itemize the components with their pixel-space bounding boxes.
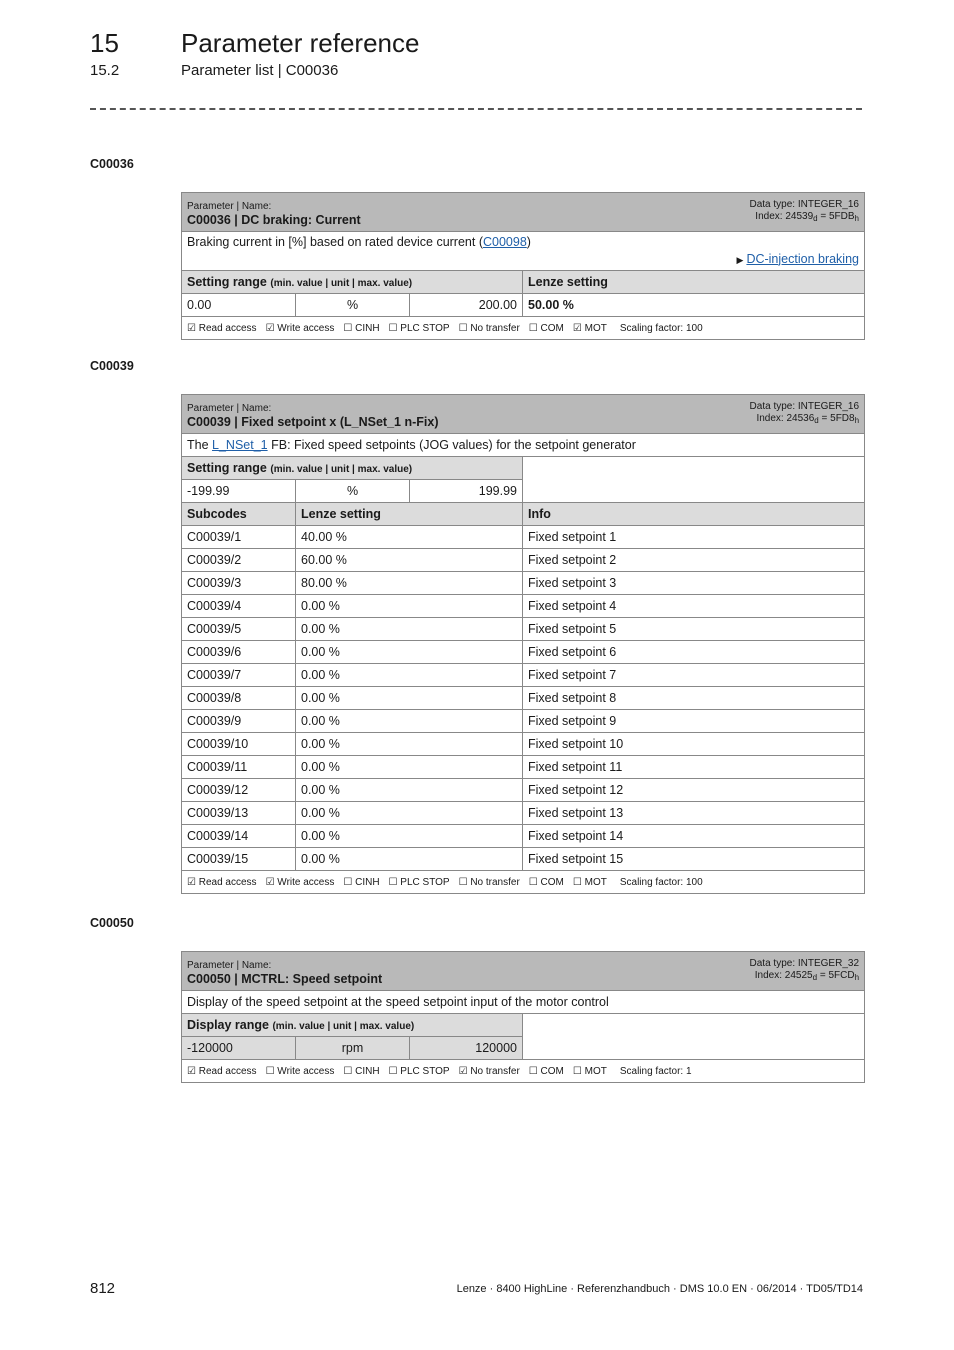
parameter-label: Parameter | Name: xyxy=(187,402,272,414)
c00098-link[interactable]: C00098 xyxy=(482,234,527,249)
lenze-setting-cell: 60.00 % xyxy=(296,549,523,572)
subcode-cell: C00039/5 xyxy=(182,618,296,641)
access-flags: ☑ Read access ☑ Write access ☐ CINH ☐ PLC STOP ☐ No transfer ☐ COM ☑ MOT Scaling factor: 100 xyxy=(182,317,865,340)
lenze-setting-cell: 0.00 % xyxy=(296,595,523,618)
table-row xyxy=(182,549,865,572)
subcode-rows xyxy=(182,526,865,871)
info-cell: Fixed setpoint 14 xyxy=(523,825,865,848)
scaling-factor: Scaling factor: 100 xyxy=(619,876,703,888)
lenze-setting-cell: 0.00 % xyxy=(296,848,523,871)
range-max: 199.99 xyxy=(410,480,523,503)
lenze-setting-value: 50.00 % xyxy=(523,294,865,317)
info-cell: Fixed setpoint 3 xyxy=(523,572,865,595)
parameter-heading: C00039 xyxy=(90,359,134,373)
header-divider xyxy=(90,108,862,110)
parameter-index: Index: $24539_d = 5FDB_h$ xyxy=(755,210,859,223)
range-header: Setting range (min. value | unit | max. value) xyxy=(182,271,523,294)
range-empty-cell xyxy=(523,457,865,503)
parameter-description: The L_NSet_1 FB: Fixed speed setpoints (JOG values) for the setpoint generator xyxy=(182,434,865,457)
access-flags: ☑ Read access ☐ Write access ☐ CINH ☐ PLC STOP ☑ No transfer ☐ COM ☐ MOT Scaling factor: 1 xyxy=(182,1060,865,1083)
subcode-cell: C00039/8 xyxy=(182,687,296,710)
parameter-name: C00050 | MCTRL: Speed setpoint xyxy=(187,971,383,986)
parameter-index: Index: $24525_d = 5FCD_h$ xyxy=(754,969,860,982)
range-max: 120000 xyxy=(410,1037,523,1060)
lenze-setting-cell: 40.00 % xyxy=(296,526,523,549)
parameter-table-c00050 xyxy=(181,951,865,1083)
info-cell: Fixed setpoint 8 xyxy=(523,687,865,710)
subcode-cell: C00039/11 xyxy=(182,756,296,779)
lenze-setting-cell: 0.00 % xyxy=(296,687,523,710)
parameter-label: Parameter | Name: xyxy=(187,959,272,971)
lenze-setting-cell: 0.00 % xyxy=(296,825,523,848)
parameter-description: Display of the speed setpoint at the speed setpoint input of the motor control xyxy=(182,991,865,1014)
range-min: 0.00 xyxy=(182,294,296,317)
parameter-label: Parameter | Name: xyxy=(187,200,272,212)
section-title: Parameter list | C00036 xyxy=(181,62,339,79)
range-header: Setting range (min. value | unit | max. value) xyxy=(182,457,523,480)
lenze-setting-cell: 80.00 % xyxy=(296,572,523,595)
table-row xyxy=(182,710,865,733)
subcode-cell: C00039/4 xyxy=(182,595,296,618)
data-type: Data type: INTEGER_32 xyxy=(749,957,860,969)
triangle-right-icon: ▶ xyxy=(736,254,744,265)
table-row xyxy=(182,618,865,641)
parameter-index: Index: $24536_d = 5FD8_h$ xyxy=(756,412,860,425)
subcode-cell: C00039/3 xyxy=(182,572,296,595)
scaling-factor: Scaling factor: 100 xyxy=(619,322,703,334)
info-cell: Fixed setpoint 7 xyxy=(523,664,865,687)
chapter-title: Parameter reference xyxy=(181,28,420,58)
subcode-cell: C00039/15 xyxy=(182,848,296,871)
l-nset-1-link[interactable]: L_NSet_1 xyxy=(212,438,268,452)
parameter-header xyxy=(182,952,865,991)
subcode-cell: C00039/2 xyxy=(182,549,296,572)
table-row xyxy=(182,825,865,848)
info-cell: Fixed setpoint 6 xyxy=(523,641,865,664)
range-unit: % xyxy=(296,480,410,503)
table-row xyxy=(182,733,865,756)
lenze-setting-cell: 0.00 % xyxy=(296,802,523,825)
info-cell: Fixed setpoint 1 xyxy=(523,526,865,549)
lenze-setting-cell: 0.00 % xyxy=(296,710,523,733)
chapter-number: 15 xyxy=(90,28,119,58)
info-cell: Fixed setpoint 13 xyxy=(523,802,865,825)
subcode-cell: C00039/13 xyxy=(182,802,296,825)
range-min: -120000 xyxy=(182,1037,296,1060)
table-row xyxy=(182,756,865,779)
data-type: Data type: INTEGER_16 xyxy=(749,400,860,412)
subcode-cell: C00039/10 xyxy=(182,733,296,756)
table-row xyxy=(182,641,865,664)
range-header: Display range (min. value | unit | max. value) xyxy=(182,1014,523,1037)
parameter-header xyxy=(182,193,865,232)
range-max: 200.00 xyxy=(410,294,523,317)
parameter-table-c00039 xyxy=(181,394,865,894)
scaling-factor: Scaling factor: 1 xyxy=(619,1065,692,1077)
lenze-setting-header: Lenze setting xyxy=(523,271,865,294)
subcode-cell: C00039/1 xyxy=(182,526,296,549)
info-cell: Fixed setpoint 4 xyxy=(523,595,865,618)
info-header: Info xyxy=(523,503,865,526)
subcode-cell: C00039/6 xyxy=(182,641,296,664)
range-empty-cell xyxy=(523,1014,865,1060)
subcode-cell: C00039/9 xyxy=(182,710,296,733)
subcode-cell: C00039/12 xyxy=(182,779,296,802)
subcodes-header: Subcodes xyxy=(182,503,296,526)
parameter-table-c00036 xyxy=(181,192,865,340)
lenze-setting-cell: 0.00 % xyxy=(296,641,523,664)
table-row xyxy=(182,779,865,802)
subcode-cell: C00039/7 xyxy=(182,664,296,687)
table-row xyxy=(182,687,865,710)
range-unit: % xyxy=(296,294,410,317)
table-row xyxy=(182,526,865,549)
dc-injection-braking-link[interactable]: DC-injection braking xyxy=(746,251,859,266)
info-cell: Fixed setpoint 2 xyxy=(523,549,865,572)
lenze-setting-header: Lenze setting xyxy=(296,503,523,526)
lenze-setting-cell: 0.00 % xyxy=(296,618,523,641)
access-flags: ☑ Read access ☑ Write access ☐ CINH ☐ PLC STOP ☐ No transfer ☐ COM ☐ MOT Scaling factor: 100 xyxy=(182,871,865,894)
data-type: Data type: INTEGER_16 xyxy=(749,198,859,210)
parameter-name: C00036 | DC braking: Current xyxy=(187,212,361,227)
info-cell: Fixed setpoint 10 xyxy=(523,733,865,756)
lenze-setting-cell: 0.00 % xyxy=(296,664,523,687)
info-cell: Fixed setpoint 12 xyxy=(523,779,865,802)
footer-document-info: Lenze · 8400 HighLine · Referenzhandbuch · DMS 10.0 EN · 06/2014 · TD05/TD14 xyxy=(456,1283,863,1295)
table-row xyxy=(182,802,865,825)
section-number: 15.2 xyxy=(90,62,120,79)
table-row xyxy=(182,595,865,618)
parameter-header xyxy=(182,395,865,434)
page-number: 812 xyxy=(90,1280,116,1297)
table-row xyxy=(182,848,865,871)
lenze-setting-cell: 0.00 % xyxy=(296,733,523,756)
info-cell: Fixed setpoint 9 xyxy=(523,710,865,733)
parameter-name: C00039 | Fixed setpoint x (L_NSet_1 n-Fix) xyxy=(187,414,439,429)
parameter-heading: C00050 xyxy=(90,916,134,930)
info-cell: Fixed setpoint 5 xyxy=(523,618,865,641)
lenze-setting-cell: 0.00 % xyxy=(296,779,523,802)
range-min: -199.99 xyxy=(182,480,296,503)
info-cell: Fixed setpoint 11 xyxy=(523,756,865,779)
parameter-heading: C00036 xyxy=(90,157,134,171)
parameter-description: Braking current in [%] based on rated device current (C00098) ▶ DC-injection braking xyxy=(182,232,865,271)
subcode-cell: C00039/14 xyxy=(182,825,296,848)
table-row xyxy=(182,572,865,595)
table-row xyxy=(182,664,865,687)
range-unit: rpm xyxy=(296,1037,410,1060)
lenze-setting-cell: 0.00 % xyxy=(296,756,523,779)
info-cell: Fixed setpoint 15 xyxy=(523,848,865,871)
